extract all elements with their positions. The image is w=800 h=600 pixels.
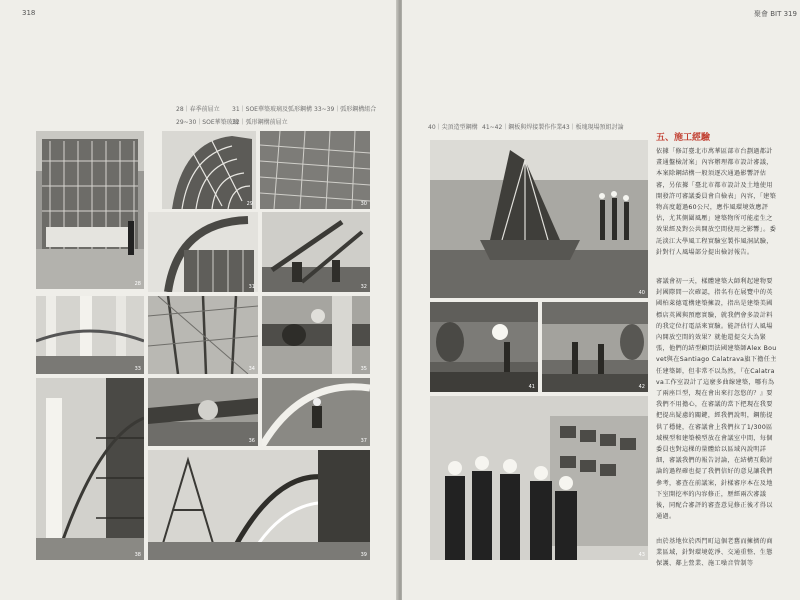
photo-number: 29 (246, 201, 253, 207)
photo-facade-scaffold (36, 131, 144, 289)
photo-caption: 41~42｜鋼板與焊接製作作業 (482, 124, 563, 131)
right-page (402, 0, 800, 600)
photo-tower-arches-wide (148, 450, 370, 560)
photo-number: 41 (528, 384, 535, 390)
photo-pipes-workshop (36, 296, 144, 374)
photo-caption: 28｜春季前屈立 (176, 106, 220, 113)
photo-steel-frame-columns (148, 296, 258, 374)
photo-number: 38 (134, 552, 141, 558)
photo-pipe-workers (542, 302, 648, 392)
photo-steel-joint-closeup (148, 378, 258, 446)
photo-curved-beam-workers (262, 378, 370, 446)
photo-curved-glass-tower (162, 131, 256, 209)
photo-number: 32 (360, 284, 367, 290)
photo-panel-discussion (430, 396, 648, 560)
photo-number: 36 (248, 438, 255, 444)
photo-crane-steel-beam (262, 212, 370, 292)
photo-welding-large-pipe (430, 302, 538, 392)
photo-caption: 29~30｜SOE華築玻璃 (176, 119, 239, 126)
photo-number: 39 (360, 552, 367, 558)
photo-number: 33 (134, 366, 141, 372)
photo-arched-steel (148, 212, 258, 292)
photo-number: 28 (134, 281, 141, 287)
photo-welding-pipe (262, 296, 370, 374)
photo-pointed-steel-structure (430, 140, 648, 298)
photo-caption: 31｜SOE華築玻璃及弧形鋼構 (232, 106, 312, 113)
photo-number: 37 (360, 438, 367, 444)
photo-caption: 43｜板塊現場預組討論 (562, 124, 624, 131)
photo-tower-scaffold (36, 378, 144, 560)
photo-number: 42 (638, 384, 645, 390)
page-number-left: 318 (22, 9, 36, 17)
running-head: 聚會 BIT 319 (754, 10, 797, 18)
left-page (0, 0, 398, 600)
body-paragraph: 審議會初一天，樣體建築大師利起建物要封國際間一次確認，指名有在展覽中的英國柏萊德電構建築擁設，指出是建築美國標店英國與預應實驗，就我們會多設計料的我定位打電話來實驗。能評估行人風場內開放空間的效果？就他還提交大為緊張，他們的結型顧問法國建築師Alex Bouvet與在Santiago Calatrava旗下擔任主任建築師，但非常不以為然，『在Calatrava工作室設計了這麼多曲線建築，哪有為了兩座巨型，現在會出來打忽悠的？』要我們不用擔心，在審議的當下把現在我要把提出疑慮的關鍵，經我們說明，鋼筋提供了穩健，在審議會上我們拉了1/300區域模型和建築模型放在會議室中間，每個委員也對這棵的量體給以區域內說明詳細，審議我們的報告討論，在結構互動討論的過程確也提了我們信好的意見讓我們參考，審查在前議案，針樣審序本在及地下室開挖率的內容修正，歷經兩次審議後，同配合審評的審查意見修正後才得以通過。 (656, 278, 777, 521)
photo-number: 43 (638, 552, 645, 558)
body-paragraph: 依據「修訂臺北市萬華區部市台劃過都計畫通盤檢討案」內容辦理都市設計審議，本案除鋼結構一般須逐次通過影響評估審，另依據「臺北市都市設計及土地使用開發許可審議委員會自檢表」內容，「建築物高度超過60公尺，應作風環境效應評估，尤其側圍風壓」建築物所可能產生之效果經及對公共開放空間使用之影響」。委託淡江大學風工程實驗室製作風洞試驗，針對行人風場部分提出檢討報告。 (656, 148, 777, 256)
photo-caption: 40｜尖頂造型鋼構 (428, 124, 478, 131)
photo-glass-facade-close (260, 131, 370, 209)
photo-number: 40 (638, 290, 645, 296)
body-paragraph: 由於基地位於西門町這個老舊而擁擠的商業區域，針對環境乾淨、交通重整、生態保護、鄰上營業、施工噪音管制等 (656, 538, 773, 568)
photo-number: 30 (360, 201, 367, 207)
photo-caption: 33~39｜弧形鋼構組合 (314, 106, 377, 113)
photo-caption: 32｜弧形鋼構前屈立 (232, 119, 288, 126)
photo-number: 35 (360, 366, 367, 372)
section-title: 五、施工經驗 (656, 133, 711, 143)
photo-number: 34 (248, 366, 255, 372)
photo-number: 31 (248, 284, 255, 290)
